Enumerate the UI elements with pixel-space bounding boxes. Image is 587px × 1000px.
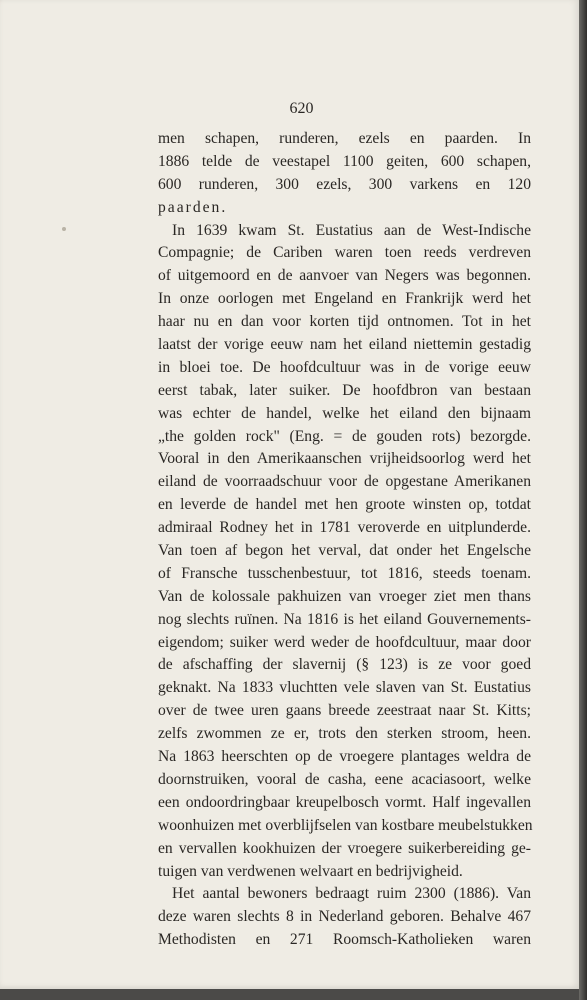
text-line: of Fransche tusschenbestuur, tot 1816, steeds toenam. — [158, 564, 531, 582]
text-line: eerst tabak, later suiker. De hoofdbron van bestaan — [158, 381, 531, 399]
text-line: of uitgemoord en de aanvoer van Negers was begonnen. — [158, 267, 531, 285]
scan-edge — [579, 0, 587, 1000]
text-line: haar nu en dan voor korten tijd ontnomen. Tot in het — [158, 313, 531, 331]
text-line: eigendom; suiker werd weder de hoofdcultuur, maar door — [158, 633, 531, 651]
text-line: „the golden rock" (Eng. = de gouden rots) bezorgde. — [158, 427, 531, 445]
text-line: en leverde de handel met hen groote winsten op, totdat — [158, 496, 531, 514]
text-line: geknakt. Na 1833 vluchtten vele slaven van St. Eustatius — [158, 679, 531, 697]
text-line: 1886 telde de veestapel 1100 geiten, 600 schapen, — [158, 152, 531, 170]
paper-speck — [62, 227, 66, 231]
text-line: admiraal Rodney het in 1781 veroverde en uitplunderde. — [158, 519, 531, 537]
text-line: een ondoordringbaar kreupelbosch vormt. Half ingevallen — [158, 793, 531, 811]
text-line: in bloei toe. De hoofdcultuur was in de vorige eeuw — [158, 358, 531, 376]
page-number: 620 — [289, 100, 314, 117]
text-line: tuigen van verdwenen welvaart en bedrijvigheid. — [158, 862, 463, 880]
text-line: doornstruiken, vooral de casha, eene acaciasoort, welke — [158, 770, 531, 788]
text-line: over de twee uren gaans breede zeestraat naar St. Kitts; — [158, 702, 531, 720]
text-line: Compagnie; de Cariben waren toen reeds verdreven — [158, 244, 531, 262]
text-line: 600 runderen, 300 ezels, 300 varkens en 120 — [158, 175, 531, 193]
text-line: Na 1863 heerschten op de vroegere plantages weldra de — [158, 748, 531, 766]
text-line: In onze oorlogen met Engeland en Frankrijk werd het — [158, 290, 531, 308]
text-line: de afschaffing der slavernij (§ 123) is ze voor goed — [158, 656, 531, 674]
text-line: deze waren slechts 8 in Nederland geboren. Behalve 467 — [158, 908, 531, 926]
text-line: eiland de voorraadschuur voor de opgestane Amerikanen — [158, 473, 531, 491]
text-line: was echter de handel, welke het eiland den bijnaam — [158, 404, 531, 422]
text-line: woonhuizen met overblijfselen van kostbare meubelstukken — [158, 816, 533, 834]
text-line: Methodisten en 271 Roomsch-Katholieken waren — [158, 931, 531, 949]
text-line: en vervallen kookhuizen der vroegere suikerbereiding ge- — [158, 839, 531, 857]
text-line: Van toen af begon het verval, dat onder het Engelsche — [158, 542, 531, 560]
text-line: nog slechts ruïnen. Na 1816 is het eiland Gouvernements- — [158, 610, 531, 628]
text-line: laatst der vorige eeuw nam het eiland niettemin gestadig — [158, 336, 531, 354]
text-line: Het aantal bewoners bedraagt ruim 2300 (1886). Van — [172, 885, 531, 903]
text-line: zelfs zwommen ze er, trots den sterken stroom, heen. — [158, 725, 531, 743]
text-line: paarden. — [158, 198, 228, 216]
text-line: Vooral in den Amerikaanschen vrijheidsoorlog werd het — [158, 450, 531, 468]
text-line: men schapen, runderen, ezels en paarden. In — [158, 130, 531, 147]
body-text — [158, 128, 531, 952]
text-line: In 1639 kwam St. Eustatius aan de West-Indische — [172, 221, 531, 239]
text-line: Van de kolossale pakhuizen van vroeger ziet men thans — [158, 587, 531, 605]
